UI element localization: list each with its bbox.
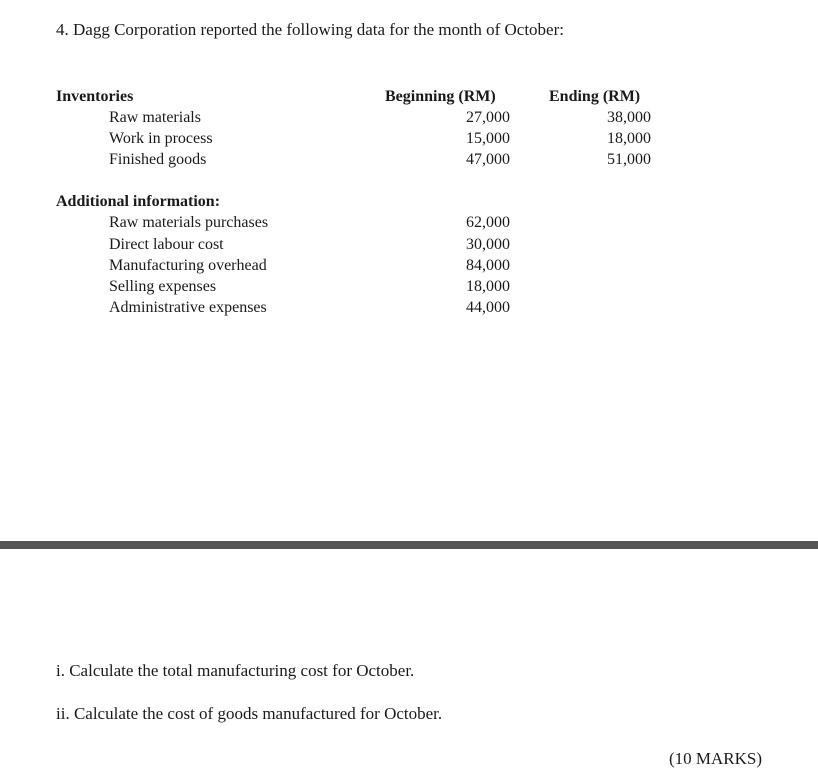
inventory-row-label: Work in process — [109, 130, 213, 147]
additional-info-heading: Additional information: — [56, 193, 221, 210]
inventory-row-beginning: 47,000 — [466, 151, 510, 168]
question-text: 4. Dagg Corporation reported the following data for the month of October: — [56, 20, 564, 39]
inventory-row-ending: 38,000 — [607, 109, 651, 126]
inventory-row-beginning: 15,000 — [466, 130, 510, 147]
additional-row-value: 30,000 — [466, 236, 510, 253]
additional-row-label: Manufacturing overhead — [109, 257, 267, 274]
additional-row-label: Selling expenses — [109, 278, 217, 295]
additional-row-value: 62,000 — [466, 214, 510, 231]
inventory-row-ending: 51,000 — [607, 151, 651, 168]
inventory-row-beginning: 27,000 — [466, 109, 510, 126]
ending-column-header: Ending (RM) — [549, 88, 641, 105]
additional-row-value: 18,000 — [466, 278, 510, 295]
additional-row-label: Direct labour cost — [109, 236, 224, 253]
marks-label: (10 MARKS) — [669, 749, 763, 768]
inventories-heading: Inventories — [56, 88, 134, 105]
inventory-row-label: Raw materials — [109, 109, 201, 126]
page-divider — [0, 541, 818, 549]
additional-row-label: Administrative expenses — [109, 299, 267, 316]
additional-row-value: 84,000 — [466, 257, 510, 274]
inventory-row-label: Finished goods — [109, 151, 207, 168]
inventory-row-ending: 18,000 — [607, 130, 651, 147]
additional-row-label: Raw materials purchases — [109, 214, 269, 231]
task-item: i. Calculate the total manufacturing cost for October. — [56, 661, 415, 680]
task-item: ii. Calculate the cost of goods manufactured for October. — [56, 704, 443, 723]
additional-row-value: 44,000 — [466, 299, 510, 316]
beginning-column-header: Beginning (RM) — [385, 88, 496, 105]
